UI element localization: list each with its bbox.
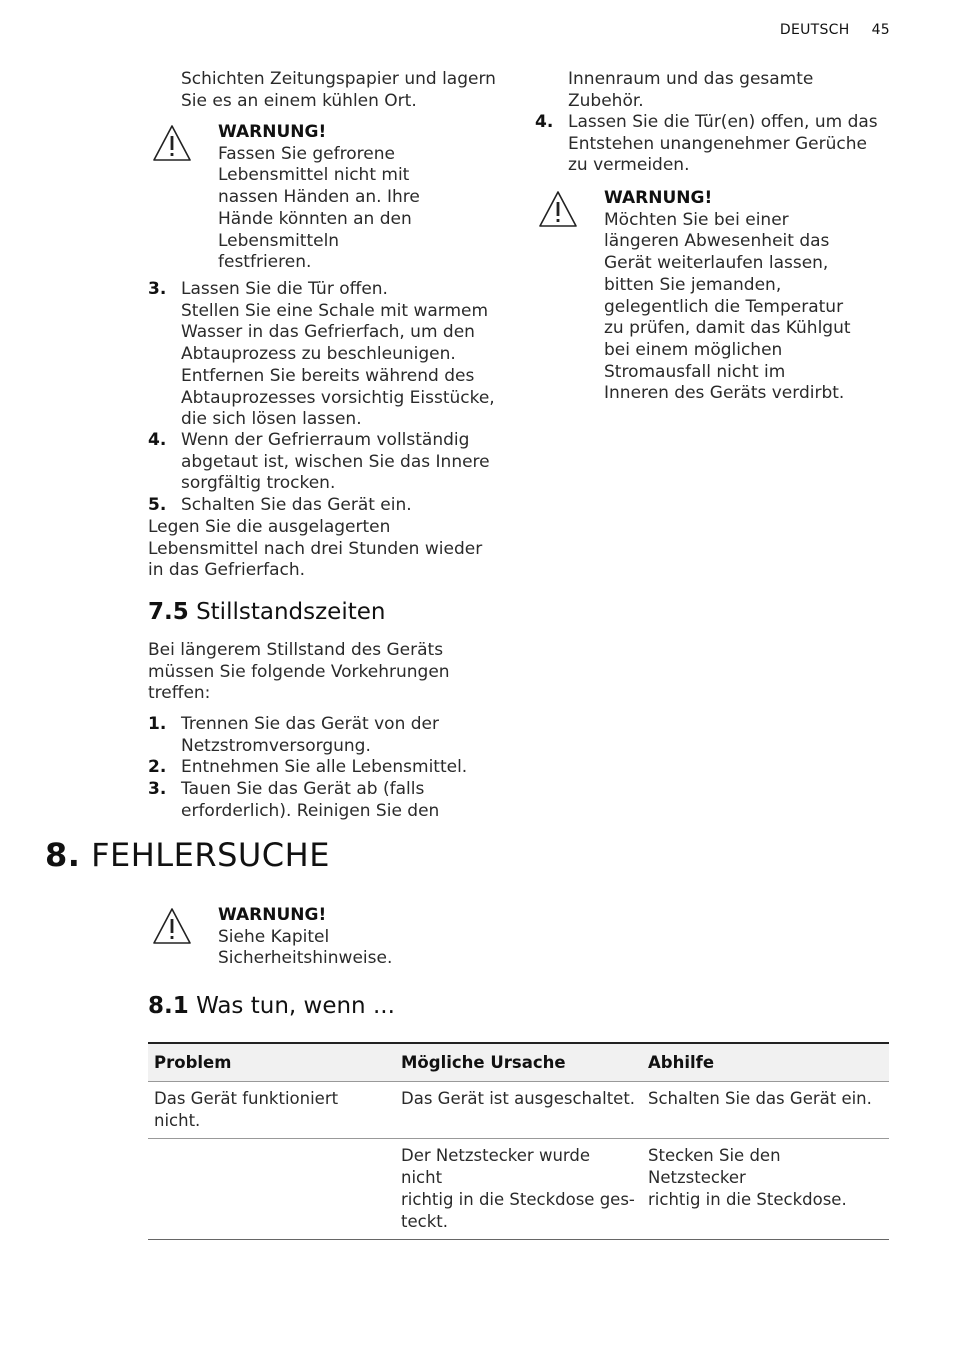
warning-title: WARNUNG! — [218, 905, 327, 925]
list-text: Entnehmen Sie alle Lebensmittel. — [181, 757, 468, 777]
warning-title: WARNUNG! — [218, 122, 327, 142]
table-row — [148, 1082, 889, 1139]
table-row — [148, 1139, 889, 1240]
warning-triangle-icon — [152, 124, 192, 162]
warning-title: WARNUNG! — [604, 188, 713, 208]
warning-triangle-icon — [538, 190, 578, 228]
chapter-number: 8. — [45, 836, 81, 874]
warning-text: Fassen Sie gefrorene Lebensmittel nicht mit nassen Händen an. Ihre Hände könnten an den Lebensmitteln festfrieren. — [218, 143, 420, 273]
warning-text: Siehe Kapitel Sicherheitshinweise. — [218, 926, 393, 969]
intro-text: Schichten Zeitungspapier und lagern Sie es an einem kühlen Ort. — [181, 69, 496, 111]
column-header-problem: Problem — [148, 1043, 395, 1082]
column-header-cause: Mögliche Ursache — [395, 1043, 642, 1082]
section-heading-7-5 — [148, 599, 385, 625]
warning-block-3 — [218, 905, 392, 970]
table-cell: Das Gerät funktioniert nicht. — [148, 1082, 395, 1139]
list-number: 1. — [148, 714, 167, 734]
list-number: 3. — [148, 279, 167, 299]
after-steps-text: Legen Sie die ausgelagerten Lebensmittel nach drei Stunden wieder in das Gefrierfach. — [148, 517, 483, 581]
chapter-title: FEHLERSUCHE — [91, 836, 330, 874]
warning-triangle-icon — [152, 907, 192, 945]
list-text: Lassen Sie die Tür offen. Stellen Sie eine Schale mit warmem Wasser in das Gefrierfach, um den Abtauprozess zu beschleunigen. Entfernen Sie bereits während des Abtauprozesses vorsichtig Eisstücke, die sich lösen lassen. — [181, 279, 495, 430]
list-number: 4. — [535, 112, 554, 132]
warning-block-1 — [218, 122, 420, 274]
list-text: Tauen Sie das Gerät ab (falls erforderlich). Reinigen Sie den — [181, 779, 440, 821]
chapter-heading-8 — [45, 836, 330, 874]
header-language: DEUTSCH — [779, 22, 850, 38]
table-header-row — [148, 1043, 889, 1082]
list-text: Trennen Sie das Gerät von der Netzstromversorgung. — [181, 714, 439, 756]
section-number: 7.5 — [148, 599, 189, 625]
column-header-remedy: Abhilfe — [642, 1043, 889, 1082]
section-intro: Bei längerem Stillstand des Geräts müssen Sie folgende Vorkehrungen treffen: — [148, 640, 450, 704]
table-cell: Der Netzstecker wurde nicht richtig in die Steckdose ges- teckt. — [395, 1139, 642, 1240]
list-number: 2. — [148, 757, 167, 777]
list-text: Lassen Sie die Tür(en) offen, um das Entstehen unangenehmer Gerüche zu vermeiden. — [568, 112, 878, 176]
list-text: Schalten Sie das Gerät ein. — [181, 495, 412, 515]
list-text: Wenn der Gefrierraum vollständig abgetaut ist, wischen Sie das Innere sorgfältig trocken. — [181, 430, 490, 494]
page-header — [780, 22, 890, 38]
table-cell — [148, 1139, 395, 1240]
table-cell: Stecken Sie den Netzstecker richtig in die Steckdose. — [642, 1139, 889, 1240]
troubleshooting-table — [148, 1042, 889, 1240]
warning-text: Möchten Sie bei einer längeren Abwesenheit das Gerät weiterlaufen lassen, bitten Sie jemanden, gelegentlich die Temperatur zu prüfen, damit das Kühlgut bei einem möglichen Stromausfall nicht im Inneren des Geräts verdirbt. — [604, 209, 851, 404]
section-heading-8-1 — [148, 993, 395, 1019]
list-number: 3. — [148, 779, 167, 799]
table-cell: Das Gerät ist ausgeschaltet. — [395, 1082, 642, 1139]
section-title: Stillstandszeiten — [196, 599, 386, 625]
section-number: 8.1 — [148, 993, 189, 1019]
continued-text: Innenraum und das gesamte Zubehör. — [568, 69, 814, 111]
list-number: 4. — [148, 430, 167, 450]
section-title: Was tun, wenn ... — [196, 993, 395, 1019]
table-cell: Schalten Sie das Gerät ein. — [642, 1082, 889, 1139]
warning-block-2 — [604, 188, 851, 405]
list-number: 5. — [148, 495, 167, 515]
page-number: 45 — [871, 22, 890, 38]
